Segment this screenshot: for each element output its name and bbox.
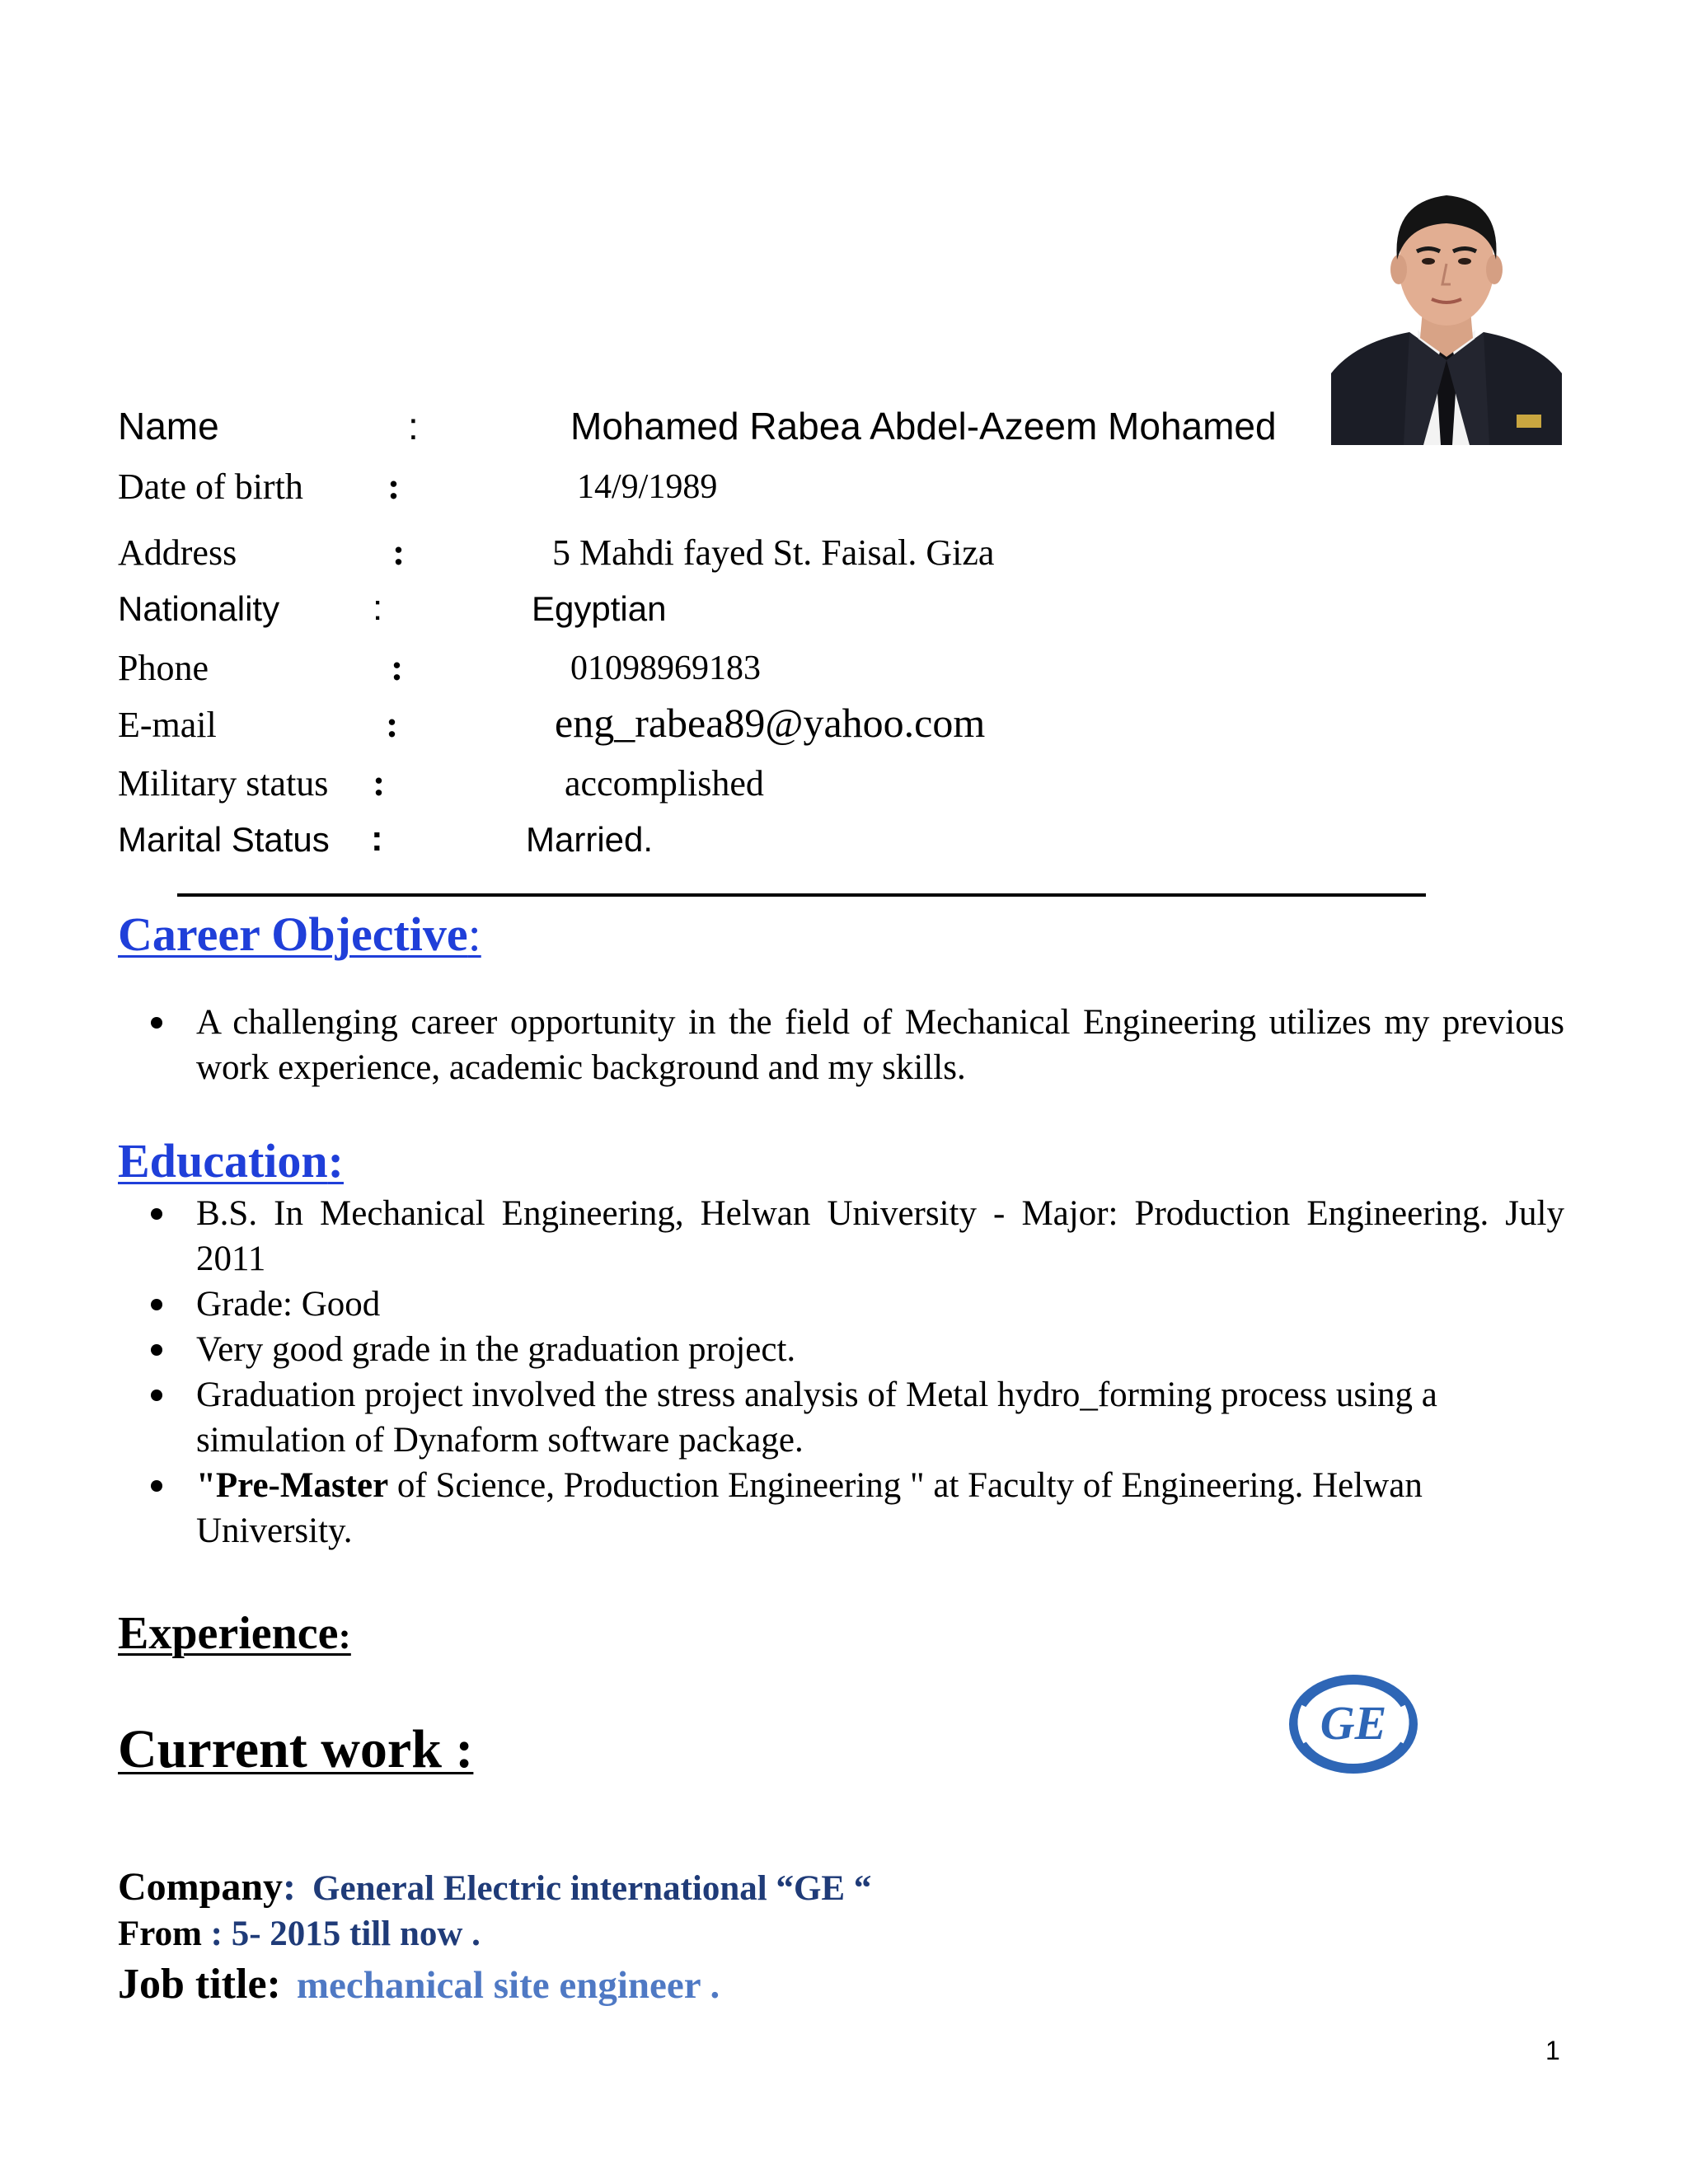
ge-logo-text: GE: [1320, 1696, 1387, 1750]
info-row-name: [0, 404, 1401, 470]
marital-value: Married.: [526, 820, 654, 859]
education-item-project-grade: Very good grade in the graduation project.: [196, 1330, 796, 1369]
military-colon: :: [373, 762, 386, 804]
career-objective-colon: :: [467, 907, 481, 961]
address-value: 5 Mahdi fayed St. Faisal. Giza: [552, 532, 995, 573]
company-label: Company: [118, 1865, 284, 1909]
list-item: [118, 1000, 1564, 1090]
email-label: E-mail: [118, 705, 217, 745]
list-item: [118, 1372, 1564, 1463]
education-heading: [118, 1133, 344, 1188]
experience-title: Experience: [118, 1608, 339, 1659]
from-value: : 5- 2015 till now .: [201, 1915, 481, 1953]
company-sep: :: [283, 1865, 297, 1909]
section-divider: [177, 893, 1426, 897]
bullet-icon: [151, 1299, 162, 1310]
name-value: Mohamed Rabea Abdel-Azeem Mohamed: [570, 405, 1277, 448]
list-item: [118, 1327, 1564, 1372]
ge-logo: [1287, 1673, 1419, 1776]
education-item-project: Graduation project involved the stress analysis of Metal hydro_forming process using a simulation of Dynaform software package.: [196, 1376, 1437, 1460]
phone-value: 01098969183: [570, 649, 761, 687]
bullet-icon: [151, 1208, 162, 1220]
bullet-icon: [151, 1344, 162, 1356]
marital-colon: :: [371, 818, 383, 859]
career-objective-heading: [118, 907, 481, 962]
name-label: Name: [118, 405, 219, 448]
nationality-colon: :: [373, 588, 383, 628]
info-row-address: [0, 532, 1401, 598]
info-row-dob: [0, 466, 1401, 532]
page-number: 1: [1545, 2036, 1560, 2065]
address-label: Address: [118, 532, 237, 573]
career-objective-title: Career Objective: [118, 907, 468, 961]
list-item: [118, 1463, 1564, 1554]
job-title-value: mechanical site engineer .: [296, 1964, 720, 2007]
current-work-heading: [118, 1718, 473, 1781]
from-line: [118, 1914, 481, 1954]
phone-colon: :: [391, 646, 404, 688]
experience-colon: :: [338, 1615, 351, 1657]
email-colon: :: [386, 703, 399, 745]
ge-logo-icon: [1287, 1673, 1419, 1776]
education-colon: :: [327, 1134, 344, 1188]
military-value: accomplished: [565, 763, 764, 804]
nationality-value: Egyptian: [532, 589, 667, 628]
education-premaster-rest: of Science, Production Engineering " at Faculty of Engineering. Helwan University.: [196, 1466, 1423, 1550]
military-label: Military status: [118, 763, 329, 804]
education-title: Education: [118, 1134, 328, 1188]
email-value: eng_rabea89@yahoo.com: [555, 700, 986, 746]
bullet-icon: [151, 1390, 162, 1401]
career-objective-list: [118, 1000, 1564, 1090]
bullet-icon: [151, 1017, 162, 1029]
info-row-email: [0, 702, 1401, 768]
info-row-marital: [0, 820, 1401, 886]
address-colon: :: [392, 531, 406, 573]
career-objective-text: A challenging career opportunity in the field of Mechanical Engineering utilizes my previous work experience, academic background and my skills.: [196, 1003, 1564, 1087]
current-work-title: Current work :: [118, 1719, 474, 1779]
experience-heading: [118, 1607, 351, 1660]
dob-label: Date of birth: [118, 466, 303, 507]
education-item-degree: B.S. In Mechanical Engineering, Helwan University - Major: Production Engineering. July 2011: [196, 1194, 1564, 1278]
company-value: General Electric international “GE “: [312, 1869, 872, 1908]
info-row-nationality: [0, 589, 1401, 655]
phone-label: Phone: [118, 648, 209, 688]
dob-colon: :: [387, 465, 401, 507]
marital-label: Marital Status: [118, 820, 330, 859]
education-list: [118, 1191, 1564, 1554]
dob-value: 14/9/1989: [577, 468, 718, 506]
name-colon: :: [408, 405, 419, 448]
list-item: [118, 1191, 1564, 1282]
company-line: [118, 1864, 871, 1910]
job-title-label: Job title:: [118, 1961, 281, 2008]
nationality-label: Nationality: [118, 589, 280, 628]
info-row-military: [0, 762, 1401, 828]
bullet-icon: [151, 1480, 162, 1492]
job-title-line: [118, 1960, 720, 2008]
list-item: [118, 1282, 1564, 1327]
education-item-grade: Grade: Good: [196, 1285, 381, 1324]
education-premaster-bold: "Pre-Master: [196, 1466, 389, 1505]
from-label: From: [118, 1915, 202, 1953]
